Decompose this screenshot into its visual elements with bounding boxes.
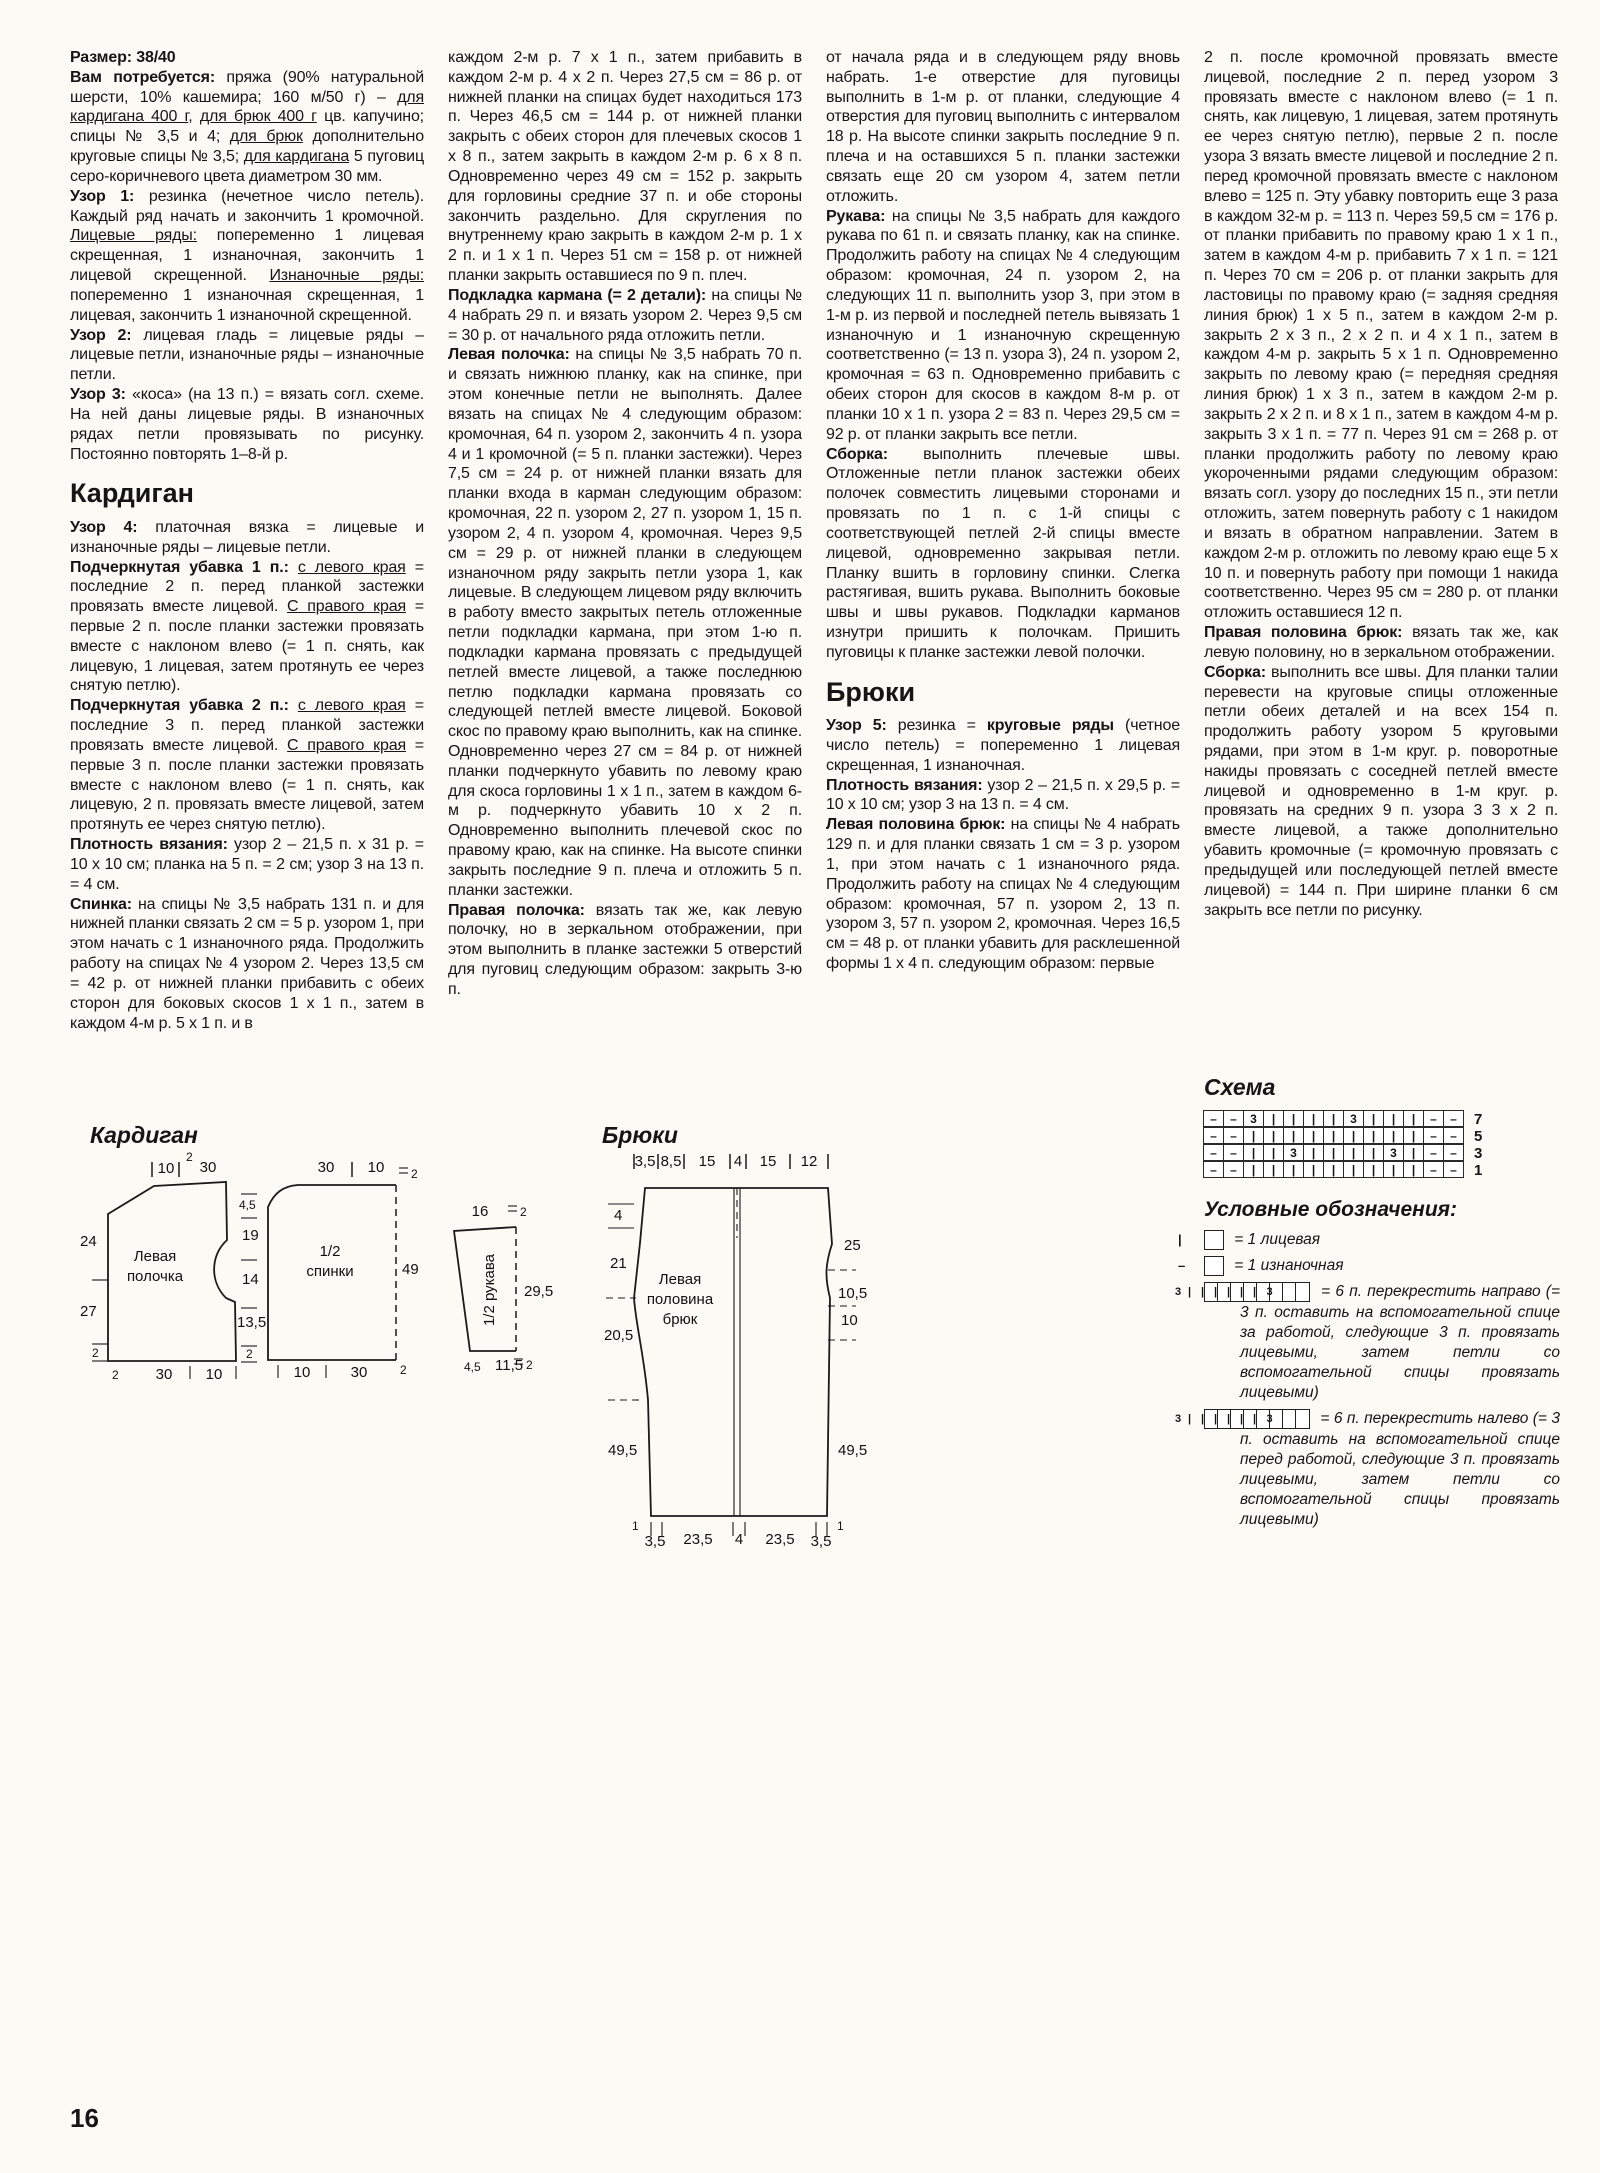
paragraph: Узор 5: резинка = круговые ряды (четное число петель) = попеременно 1 лицевая скрещенная, 1 изнаночная.: [826, 717, 1180, 774]
paragraph: Плотность вязания: узор 2 – 21,5 п. x 29,5 р. = 10 x 10 см; узор 3 на 13 п. = 4 см.: [826, 776, 1180, 814]
paragraph: Узор 3: «коса» (на 13 п.) = вязать согл. схеме. На ней даны лицевые ряды. В изнаночных рядах петли провязывать по рисунку. Постоянно повторять 1–8-й р.: [70, 386, 424, 463]
trousers-schematic: [588, 1148, 888, 1560]
measurement-label: 8,5: [660, 1153, 682, 1170]
measurement-label: 13,5: [237, 1314, 267, 1331]
paragraph: от начала ряда и в следующем ряду вновь набрать. 1-е отверстие для пуговицы выполнить в 1-м р. от планки, следующие 4 отверстия для пуговиц выполнить с интервалом 18 р. На высоте спинки закрыть последние 9 п. плеча и на оставшихся 5 п. планки застежки связать еще 20 см узором 4, затем петли отложить.: [826, 49, 1180, 205]
legend-item: [1175, 1409, 1560, 1530]
measurement-label: 25: [844, 1237, 861, 1254]
measurement-label: 12: [800, 1153, 818, 1170]
schema-cell: |: [1343, 1127, 1364, 1144]
measurement-label: 4: [733, 1153, 743, 1170]
measurement-label: 19: [242, 1227, 259, 1244]
legend-text: = 1 изнаночная: [1230, 1257, 1344, 1275]
schema-cell: 3: [1283, 1144, 1304, 1161]
measurement-label: 21: [610, 1255, 627, 1272]
schema-cell: |: [1303, 1161, 1324, 1178]
legend-text: = 1 лицевая: [1230, 1231, 1321, 1249]
paragraph: Размер: 38/40: [70, 49, 176, 66]
measurement-label: 1: [837, 1519, 844, 1533]
schema-cell: |: [1323, 1161, 1344, 1178]
paragraph: Правая полочка: вязать так же, как левую полочку, но в зеркальном отображении, при этом выполнить в планке застежки 5 отверстий для пуговиц следующим образом: закрыть 3-ю п.: [448, 901, 802, 998]
measurement-label: 10: [157, 1160, 175, 1177]
schema-cell: |: [1343, 1144, 1364, 1161]
schema-cell: –: [1443, 1110, 1464, 1127]
schema-cell: |: [1303, 1127, 1324, 1144]
schema-row-number: 1: [1474, 1162, 1483, 1179]
measurement-label: 2: [411, 1167, 418, 1181]
schema-cell: |: [1283, 1127, 1304, 1144]
schema-grid: [1204, 1111, 1564, 1179]
measurement-label: 10: [205, 1366, 223, 1383]
measurement-label: 30: [350, 1364, 368, 1381]
legend-item: [1178, 1256, 1560, 1276]
schema-cell: |: [1363, 1110, 1384, 1127]
schema-cell: |: [1383, 1110, 1404, 1127]
trouser-half-outline: [634, 1188, 832, 1516]
schema-cell: |: [1263, 1144, 1284, 1161]
measurement-label: 4: [614, 1207, 623, 1224]
paragraph: Вам потребуется: пряжа (90% натуральной шерсти, 10% кашемира; 160 м/50 г) – для кардигана 400 г, для брюк 400 г цв. капучино; спицы № 3,5 и 4; для брюк дополнительно круговые спицы № 3,5; для кардигана 5 пуговиц серо-коричневого цвета диаметром 30 мм.: [70, 68, 424, 185]
legend-item: [1175, 1282, 1560, 1403]
schema-cell: |: [1263, 1127, 1284, 1144]
schema-cell: |: [1403, 1144, 1424, 1161]
schema-cell: |: [1403, 1127, 1424, 1144]
schema-cell: |: [1303, 1110, 1324, 1127]
schema-cell: |: [1263, 1110, 1284, 1127]
measurement-label: 10: [293, 1364, 311, 1381]
measurement-label: 49: [402, 1261, 419, 1278]
measurement-label: 4,5: [239, 1198, 256, 1212]
measurement-label: 14: [242, 1271, 259, 1288]
measurement-label: полочка: [126, 1268, 184, 1285]
schema-cell: |: [1403, 1161, 1424, 1178]
measurement-label: 2: [186, 1150, 193, 1164]
text-column-3: [826, 48, 1180, 1128]
measurement-label: Левая: [658, 1271, 702, 1288]
paragraph: Подчеркнутая убавка 2 п.: с левого края = последние 3 п. перед планкой застежки провязать вместе лицевой. С правого края = первые 3 п. после планки застежки провязать вместе с наклоном влево (= 1 п. снять, как лицевую, 2 п. провязать вместе лицевой, затем протянуть ее через снятую петлю).: [70, 697, 424, 834]
legend-text: = 6 п. перекрестить налево (= 3 п. оставить на вспомогательной спице перед работой, следующие 3 п. провязать лицевыми, затем петли со вспомогательной спицы провязать лицевыми): [1240, 1410, 1560, 1529]
schema-cell: |: [1383, 1127, 1404, 1144]
measurement-label: 30: [155, 1366, 173, 1383]
legend-items: [1175, 1230, 1560, 1530]
schema-cell: |: [1243, 1144, 1264, 1161]
schema-row-number: 7: [1474, 1111, 1483, 1128]
measurement-label: Левая: [133, 1248, 177, 1265]
schema-cell: –: [1423, 1161, 1444, 1178]
measurement-label: 10: [841, 1312, 858, 1329]
measurement-label: 27: [80, 1303, 97, 1320]
measurement-label: 2: [526, 1358, 533, 1372]
schema-cell: |: [1283, 1110, 1304, 1127]
paragraph: Спинка: на спицы № 3,5 набрать 131 п. и для нижней планки связать 2 см = 5 р. узором 1, при этом начать с 1 изнаночного ряда. Продолжить работу на спицах № 4 узором 2. Через 13,5 см = 42 р. от нижней планки прибавить с обеих сторон для боковых скосов 1 x 1 п., затем в каждом 4-м р. 5 x 1 п. и в: [70, 895, 424, 1032]
measurement-label: 49,5: [838, 1442, 868, 1459]
paragraph: Подкладка кармана (= 2 детали): на спицы № 4 набрать 29 п. и вязать узором 2. Через 9,5 см = 30 р. от начального ряда отложить петли.: [448, 286, 802, 344]
schema-cell: |: [1363, 1127, 1384, 1144]
schema-row-number: 5: [1474, 1128, 1483, 1145]
measurement-label: 2: [92, 1346, 99, 1360]
measurement-label: 30: [199, 1159, 217, 1176]
schema-cell: –: [1423, 1110, 1444, 1127]
measurement-label: 23,5: [765, 1531, 795, 1548]
section-heading: Брюки: [826, 676, 916, 707]
legend-text: = 6 п. перекрестить направо (= 3 п. оставить на вспомогательной спице за работой, следующие 3 п. провязать лицевыми, затем петли со вспомогательной спицы провязать лицевыми): [1240, 1283, 1560, 1402]
measurement-label: половина: [646, 1291, 714, 1308]
text-column-2: [448, 48, 802, 1128]
schema-cell: –: [1203, 1127, 1224, 1144]
measurement-label: 20,5: [604, 1327, 634, 1344]
trousers-diagram-title: Брюки: [602, 1122, 678, 1148]
measurement-label: 10: [367, 1159, 385, 1176]
measurement-label: 24: [80, 1233, 97, 1250]
schema-cell: |: [1323, 1127, 1344, 1144]
measurement-label: 49,5: [608, 1442, 638, 1459]
paragraph: Узор 4: платочная вязка = лицевые и изнаночные ряды – лицевые петли.: [70, 518, 424, 556]
measurement-label: 11,5: [495, 1357, 524, 1374]
schema-title: Схема: [1204, 1074, 1276, 1100]
paragraph: Узор 2: лицевая гладь = лицевые ряды – лицевые петли, изнаночные ряды – изнаночные петли.: [70, 326, 424, 384]
schema-cell: –: [1423, 1127, 1444, 1144]
schema-cell: |: [1323, 1110, 1344, 1127]
legend-item: [1178, 1230, 1560, 1250]
cable-left-symbol: 3 | | | | | | 3: [1204, 1409, 1310, 1429]
cardigan-diagram-title: Кардиган: [90, 1122, 198, 1148]
schema-cell: |: [1323, 1144, 1344, 1161]
measurement-label: 2: [112, 1368, 119, 1382]
schema-cell: |: [1283, 1161, 1304, 1178]
measurement-label: 3,5: [810, 1533, 832, 1550]
schema-row: [1204, 1162, 1564, 1179]
paragraph: Плотность вязания: узор 2 – 21,5 п. x 31 р. = 10 x 10 см; планка на 5 п. = 2 см; узор 3 на 13 п. = 4 см.: [70, 836, 424, 893]
measurement-label: 29,5: [524, 1283, 554, 1300]
legend-title: Условные обозначения:: [1204, 1198, 1458, 1221]
page-number: 16: [70, 2103, 99, 2133]
measurement-label: 16: [471, 1203, 489, 1220]
measurement-label: 10,5: [838, 1285, 868, 1302]
measurement-label: 3,5: [644, 1533, 666, 1550]
schema-row: [1204, 1128, 1564, 1145]
text-column-4: [1204, 48, 1558, 1066]
paragraph: Правая половина брюк: вязать так же, как левую половину, но в зеркальном отображении.: [1204, 624, 1558, 661]
schema-row-number: 3: [1474, 1145, 1483, 1162]
measurement-label: 1/2 рукава: [481, 1253, 498, 1327]
measurement-label: 15: [759, 1153, 777, 1170]
legend-section: [1175, 1198, 1560, 1536]
paragraph: 2 п. после кромочной провязать вместе лицевой, последние 2 п. перед узором 3 провязать вместе с наклоном влево (= 1 п. снять, как лицевую, 1 лицевая, затем протянуть ее через снятую петлю), первые 2 п. после узора 3 вязать вместе лицевой и последние 2 п. перед кромочной провязать вместе с наклоном влево = 125 п. Эту убавку повторить еще 3 раза в каждом 32-м р. = 113 п. Через 59,5 см = 176 р. от планки прибавить по правому краю 1 x 1 п., затем в каждом 4-м р. прибавить 7 x 1 п. = 121 п. Через 70 см = 206 р. от планки закрыть для ластовицы по правому краю (= задняя средняя линия брюк) 1 x 5 п., затем в каждом 2-м р. закрыть 2 x 3 п., 2 x 2 п. и 4 x 1 п., затем в каждом 4-м р. закрыть 5 x 1 п. Одновременно закрыть по левому краю (= передняя средняя линия брюк) 1 x 3 п., затем в каждом 2-м р. закрыть 2 x 2 п. и 8 x 1 п., затем в каждом 4-м р. закрыть 3 x 1 п. = 77 п. Через 91 см = 268 р. от планки продолжить работу по левому краю укороченными рядами следующим образом: вязать согл. узору до последних 15 п., эти петли отложить, затем повернуть работу с 1 накидом и вязать в обратном направлении. Затем в каждом 2-м р. отложить по левому краю еще 5 x 10 п. и повернуть работу при помощи 1 накида соответственно. Через 95 см = 280 р. от планки отложить оставшиеся 12 п.: [1204, 49, 1558, 622]
schema-cell: 3: [1343, 1110, 1364, 1127]
text-column-1: [70, 48, 424, 1128]
paragraph: Подчеркнутая убавка 1 п.: с левого края = последние 2 п. перед планкой застежки провязать вместе лицевой. С правого края = первые 2 п. после планки застежки провязать вместе с наклоном влево (= 1 п. снять, как лицевую, 1 лицевая, затем протянуть ее через снятую петлю).: [70, 558, 424, 695]
schema-cell: –: [1223, 1144, 1244, 1161]
schema-cell: |: [1343, 1161, 1364, 1178]
schema-cell: |: [1263, 1161, 1284, 1178]
section-heading: Кардиган: [70, 478, 194, 509]
schema-row: [1204, 1111, 1564, 1128]
measurement-label: брюк: [662, 1311, 698, 1328]
measurement-label: 2: [246, 1347, 253, 1361]
schema-cell: 3: [1383, 1144, 1404, 1161]
cardigan-schematic: [62, 1148, 578, 1424]
schema-cell: |: [1363, 1144, 1384, 1161]
schema-cell: –: [1443, 1144, 1464, 1161]
measurement-label: 2: [520, 1205, 527, 1219]
measurement-label: 3,5: [634, 1153, 656, 1170]
schema-cell: –: [1223, 1161, 1244, 1178]
schema-cell: –: [1443, 1127, 1464, 1144]
schema-cell: –: [1203, 1110, 1224, 1127]
schema-row: [1204, 1145, 1564, 1162]
measurement-label: 4: [734, 1531, 744, 1548]
purl-symbol: –: [1204, 1256, 1224, 1276]
paragraph: Левая полочка: на спицы № 3,5 набрать 70 п. и связать нижнюю планку, как на спинке, при этом конечные петли не выполнять. Далее вязать на спицах № 4 следующим образом: кромочная, 64 п. узором 2, закончить 4 п. узора 4 и 1 кромочной (= 5 п. планки застежки). Через 7,5 см = 24 р. от нижней планки вязать для планки входа в карман следующим образом: кромочная, 22 п. узором 2, 27 п. узором 1, 15 п. узором 2, 4 п. узором 4, кромочная. Через 9,5 см = 29 р. от нижней планки в следующем изнаночном ряду закрыть петли узора 1, как лицевые. В следующем лицевом ряду включить в работу вместо закрытых петель отложенные петли подкладки кармана, при этом 1-ю п. подкладки кармана провязать с предыдущей петлей вместе лицевой, а также последнюю петлю подкладки кармана провязать со следующей петлей вместе лицевой. Боковой скос по правому краю выполнить, как на спинке. Одновременно через 27 см = 84 р. от нижней планки подчеркнуто убавить по левому краю для скоса горловины 1 x 1 п., затем в каждом 6-м р. подчеркнуто убавить 10 x 2 п. Одновременно выполнить плечевой скос по правому краю, как на спинке. На высоте спинки закрыть последние 9 п. плеча и отложить 5 п. планки застежки.: [448, 346, 802, 899]
schema-cell: –: [1423, 1144, 1444, 1161]
paragraph: Сборка: выполнить все швы. Для планки талии перевести на круговые спицы отложенные петли обеих деталей и на всех 154 п. продолжить работу узором 5 круговыми рядами, при этом в 1-м круг. р. поворотные накиды провязать с соседней петлей вместе лицевой и одновременно в 1-м круг. р. провязать на средних 9 п. узора 3 3 x 2 п. вместе лицевой, а также дополнительно убавить кромочные (= кромочную провязать с предыдущей или последующей петлей вместе лицевой) = 144 п. При ширине планки 6 см закрыть все петли по рисунку.: [1204, 663, 1558, 919]
schema-cell: |: [1383, 1161, 1404, 1178]
schema-cell: –: [1443, 1161, 1464, 1178]
measurement-label: спинки: [306, 1263, 354, 1280]
schema-cell: –: [1203, 1161, 1224, 1178]
schema-cell: |: [1303, 1144, 1324, 1161]
schema-cell: |: [1243, 1161, 1264, 1178]
measurement-label: 30: [317, 1159, 335, 1176]
schema-section: [1204, 1074, 1564, 1179]
paragraph: Рукава: на спицы № 3,5 набрать для каждого рукава по 61 п. и связать планку, как на спинке. Продолжить работу на спицах № 4 следующим образом: кромочная, 24 п. узором 2, на следующих 11 п. выполнить узор 3, при этом в 1-м р. из первой и последней петель вывязать 1 изнаночную и 1 изнаночную скрещенную соответственно (= 13 п. узора 3), 24 п. узором 2, кромочная = 63 п. Одновременно прибавить с обеих сторон для скосов в каждом 8-м р. от планки 10 x 1 п. узора 2 = 83 п. Через 29,5 см = 92 р. от планки закрыть все петли.: [826, 207, 1180, 443]
schema-cell: |: [1243, 1127, 1264, 1144]
schema-cell: 3: [1243, 1110, 1264, 1127]
measurement-label: 15: [698, 1153, 716, 1170]
schema-cell: –: [1203, 1144, 1224, 1161]
paragraph: Узор 1: резинка (нечетное число петель). Каждый ряд начать и закончить 1 кромочной. Лицевые ряды: попеременно 1 лицевая скрещенная, 1 изнаночная, закончить 1 лицевой скрещенной. Изнаночные ряды: попеременно 1 изнаночная скрещенная, 1 лицевая, закончить 1 изнаночной скрещенной.: [70, 187, 424, 324]
schema-cell: –: [1223, 1127, 1244, 1144]
measurement-label: 1: [632, 1519, 639, 1533]
schema-cell: |: [1363, 1161, 1384, 1178]
cable-right-symbol: 3 | | | | | | 3: [1204, 1282, 1310, 1302]
paragraph: каждом 2-м р. 7 x 1 п., затем прибавить в каждом 2-м р. 4 x 2 п. Через 27,5 см = 86 р. от нижней планки на спицах будет находиться 173 п. Через 46,5 см = 144 р. от нижней планки закрыть с обеих сторон для плечевых скосов 1 x 8 п., затем закрыть в каждом 2-м р. 6 x 8 п. Одновременно через 49 см = 152 р. закрыть для горловины средние 37 п. и обе стороны закончить раздельно. Для скругления по внутреннему краю закрыть в каждом 2-м р. 1 x 2 п. и 1 x 1 п. Через 51 см = 158 р. от нижней планки закрыть оставшиеся по 9 п. плеч.: [448, 49, 802, 285]
measurement-label: 4,5: [464, 1360, 481, 1374]
paragraph: Сборка: выполнить плечевые швы. Отложенные петли планок застежки обеих полочек совместить лицевыми сторонами и провязать по 1 п. с 1-й спицы с соответствующей петлей 2-й спицы вместе лицевой, одновременно закрывая петли. Планку вшить в горловину спинки. Слегка растягивая, вшить рукава. Выполнить боковые швы и швы рукавов. Подкладки карманов изнутри пришить к полочкам. Пришить пуговицы к планке застежки левой полочки.: [826, 445, 1180, 661]
schema-cell: |: [1403, 1110, 1424, 1127]
knit-symbol: |: [1204, 1230, 1224, 1250]
measurement-label: 2: [400, 1363, 407, 1377]
measurement-label: 1/2: [319, 1243, 341, 1260]
measurement-label: 23,5: [683, 1531, 713, 1548]
paragraph: Левая половина брюк: на спицы № 4 набрать 129 п. и для планки связать 1 см = 3 р. узором 1, при этом начать с 1 изнаночного ряда. Продолжить работу на спицах № 4 следующим образом: кромочная, 57 п. узором 2, 13 п. узором 3, 57 п. узором 2, кромочная. Через 16,5 см = 48 р. от планки убавить для расклешенной формы 1 x 4 п. следующим образом: первые: [826, 816, 1180, 973]
schema-cell: –: [1223, 1110, 1244, 1127]
